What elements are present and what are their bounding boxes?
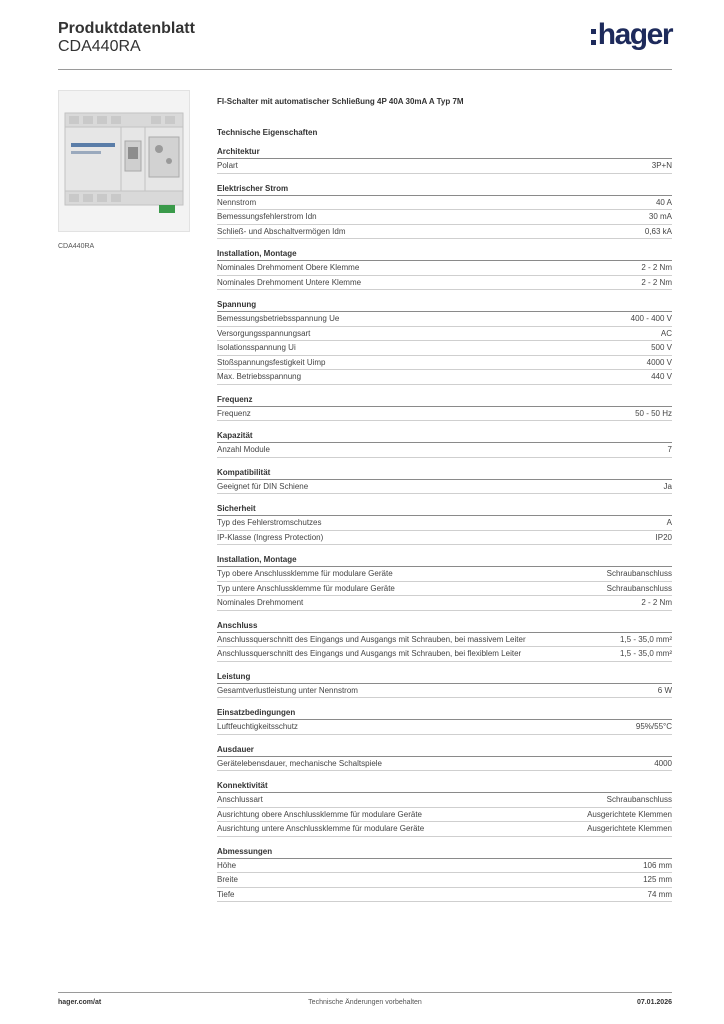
spec-group bbox=[217, 621, 672, 662]
spec-content bbox=[217, 97, 672, 902]
spec-label: Versorgungsspannungsart bbox=[217, 328, 311, 338]
spec-value: 50 - 50 Hz bbox=[635, 408, 672, 418]
spec-label: Geeignet für DIN Schiene bbox=[217, 481, 309, 491]
spec-label: Nominales Drehmoment bbox=[217, 598, 304, 607]
product-image bbox=[58, 90, 190, 232]
spec-value: 0,63 kA bbox=[644, 226, 672, 236]
spec-value: 95%/55°C bbox=[635, 722, 672, 731]
spec-group bbox=[217, 708, 672, 735]
spec-value: Ausgerichtete Klemmen bbox=[587, 824, 672, 833]
spec-value: 440 V bbox=[651, 372, 672, 381]
document-title: Produktdatenblatt bbox=[58, 20, 195, 37]
footer-disclaimer: Technische Änderungen vorbehalten bbox=[308, 999, 422, 1006]
spec-label: Breite bbox=[217, 875, 238, 884]
spec-row bbox=[217, 443, 672, 458]
spec-row bbox=[217, 341, 672, 356]
spec-group-title: Frequenz bbox=[217, 395, 672, 407]
spec-value: 7 bbox=[667, 445, 672, 454]
spec-label: Nominales Drehmoment Untere Klemme bbox=[217, 277, 362, 287]
spec-label: Anschlussart bbox=[217, 795, 263, 804]
spec-row bbox=[217, 370, 672, 385]
spec-value: A bbox=[666, 518, 672, 527]
spec-label: Ausrichtung obere Anschlussklemme für modulare Geräte bbox=[217, 809, 422, 819]
spec-value: 125 mm bbox=[643, 875, 672, 884]
spec-group bbox=[217, 672, 672, 699]
spec-row bbox=[217, 327, 672, 342]
spec-group bbox=[217, 468, 672, 495]
spec-label: Frequenz bbox=[217, 408, 251, 418]
spec-group-title: Leistung bbox=[217, 672, 672, 684]
spec-label: Ausrichtung untere Anschlussklemme für modulare Geräte bbox=[217, 824, 425, 833]
spec-row bbox=[217, 567, 672, 582]
spec-row bbox=[217, 582, 672, 597]
logo-colon-icon bbox=[591, 29, 596, 51]
spec-value: 4000 V bbox=[646, 357, 672, 367]
spec-row bbox=[217, 276, 672, 291]
spec-label: Höhe bbox=[217, 860, 237, 870]
spec-row bbox=[217, 531, 672, 546]
spec-row bbox=[217, 757, 672, 772]
spec-value: 6 W bbox=[657, 685, 672, 695]
spec-label: Gerätelebensdauer, mechanische Schaltspiele bbox=[217, 758, 382, 768]
spec-row bbox=[217, 407, 672, 422]
spec-row bbox=[217, 793, 672, 808]
spec-label: Polart bbox=[217, 161, 238, 170]
spec-label: Anzahl Module bbox=[217, 445, 270, 454]
spec-value: 30 mA bbox=[648, 212, 672, 221]
spec-value: 3P+N bbox=[651, 161, 672, 170]
spec-row bbox=[217, 596, 672, 611]
spec-group-title: Konnektivität bbox=[217, 781, 672, 793]
spec-row bbox=[217, 159, 672, 174]
spec-group-title: Sicherheit bbox=[217, 504, 672, 516]
spec-row bbox=[217, 210, 672, 225]
spec-group bbox=[217, 555, 672, 611]
spec-row bbox=[217, 873, 672, 888]
footer-website[interactable]: hager.com/at bbox=[58, 999, 102, 1006]
spec-group bbox=[217, 745, 672, 772]
hager-logo bbox=[591, 20, 672, 51]
spec-row bbox=[217, 647, 672, 662]
product-name: FI-Schalter mit automatischer Schließung 4P 40A 30mA A Typ 7M bbox=[217, 97, 464, 106]
spec-label: Max. Betriebsspannung bbox=[217, 372, 302, 381]
spec-group-title: Kapazität bbox=[217, 431, 672, 443]
spec-label: Gesamtverlustleistung unter Nennstrom bbox=[217, 685, 358, 695]
section-title: Technische Eigenschaften bbox=[217, 128, 318, 137]
page-footer bbox=[58, 992, 672, 1013]
spec-group-title: Anschluss bbox=[217, 621, 672, 633]
spec-group bbox=[217, 300, 672, 385]
spec-row bbox=[217, 312, 672, 327]
footer-date: 07.01.2026 bbox=[636, 999, 672, 1006]
spec-label: Anschlussquerschnitt des Eingangs und Ausgangs mit Schrauben, bei massivem Leiter bbox=[217, 634, 526, 644]
spec-value: Schraubanschluss bbox=[606, 795, 672, 804]
spec-row bbox=[217, 859, 672, 874]
spec-value: 1,5 - 35,0 mm² bbox=[619, 649, 672, 658]
spec-group-title: Einsatzbedingungen bbox=[217, 708, 672, 720]
spec-label: Typ obere Anschlussklemme für modulare Geräte bbox=[217, 569, 393, 578]
spec-row bbox=[217, 888, 672, 903]
spec-row bbox=[217, 633, 672, 648]
spec-value: 4000 bbox=[654, 758, 672, 768]
spec-group bbox=[217, 184, 672, 240]
spec-label: Nominales Drehmoment Obere Klemme bbox=[217, 263, 360, 272]
spec-row bbox=[217, 720, 672, 735]
spec-group-title: Elektrischer Strom bbox=[217, 184, 672, 196]
spec-group bbox=[217, 395, 672, 422]
spec-value: 500 V bbox=[651, 343, 672, 352]
spec-label: Schließ- und Abschaltvermögen Idm bbox=[217, 226, 346, 236]
spec-group bbox=[217, 147, 672, 174]
product-code: CDA440RA bbox=[58, 38, 141, 55]
logo-text: hager bbox=[597, 18, 672, 51]
spec-groups bbox=[217, 147, 672, 902]
spec-group-title: Architektur bbox=[217, 147, 672, 159]
spec-group bbox=[217, 504, 672, 545]
spec-group bbox=[217, 249, 672, 290]
spec-value: Schraubanschluss bbox=[606, 569, 672, 578]
spec-value: 106 mm bbox=[643, 860, 672, 870]
spec-value: 2 - 2 Nm bbox=[641, 277, 672, 287]
spec-group-title: Abmessungen bbox=[217, 847, 672, 859]
spec-row bbox=[217, 261, 672, 276]
spec-value: AC bbox=[660, 328, 672, 338]
spec-value: IP20 bbox=[655, 532, 672, 542]
spec-label: IP-Klasse (Ingress Protection) bbox=[217, 532, 324, 542]
spec-row bbox=[217, 822, 672, 837]
spec-label: Stoßspannungsfestigkeit Uimp bbox=[217, 357, 326, 367]
spec-label: Typ des Fehlerstromschutzes bbox=[217, 518, 322, 527]
product-image-caption: CDA440RA bbox=[58, 243, 95, 250]
spec-label: Luftfeuchtigkeitsschutz bbox=[217, 722, 298, 731]
spec-value: 400 - 400 V bbox=[630, 314, 672, 323]
spec-value: Ausgerichtete Klemmen bbox=[587, 809, 672, 819]
spec-row bbox=[217, 516, 672, 531]
spec-label: Bemessungsbetriebsspannung Ue bbox=[217, 314, 340, 323]
spec-row bbox=[217, 225, 672, 240]
spec-row bbox=[217, 684, 672, 699]
spec-group-title: Installation, Montage bbox=[217, 249, 672, 261]
spec-label: Isolationsspannung Ui bbox=[217, 343, 296, 352]
spec-value: 2 - 2 Nm bbox=[641, 263, 672, 272]
spec-row bbox=[217, 196, 672, 211]
spec-row bbox=[217, 480, 672, 495]
spec-value: 74 mm bbox=[647, 889, 672, 899]
spec-group-title: Ausdauer bbox=[217, 745, 672, 757]
spec-group-title: Kompatibilität bbox=[217, 468, 672, 480]
spec-value: 1,5 - 35,0 mm² bbox=[619, 634, 672, 644]
spec-value: Ja bbox=[663, 481, 672, 491]
spec-label: Bemessungsfehlerstrom Idn bbox=[217, 212, 317, 221]
page-header bbox=[58, 20, 672, 70]
spec-group bbox=[217, 781, 672, 837]
spec-row bbox=[217, 356, 672, 371]
spec-value: Schraubanschluss bbox=[606, 583, 672, 593]
spec-value: 40 A bbox=[655, 197, 672, 207]
spec-label: Anschlussquerschnitt des Eingangs und Ausgangs mit Schrauben, bei flexiblem Leiter bbox=[217, 649, 522, 658]
spec-group-title: Spannung bbox=[217, 300, 672, 312]
spec-row bbox=[217, 808, 672, 823]
spec-group-title: Installation, Montage bbox=[217, 555, 672, 567]
spec-group bbox=[217, 431, 672, 458]
spec-value: 2 - 2 Nm bbox=[641, 598, 672, 607]
spec-label: Tiefe bbox=[217, 889, 235, 899]
spec-group bbox=[217, 847, 672, 903]
spec-label: Typ untere Anschlussklemme für modulare Geräte bbox=[217, 583, 395, 593]
spec-label: Nennstrom bbox=[217, 197, 257, 207]
rcd-device-icon bbox=[59, 91, 189, 231]
